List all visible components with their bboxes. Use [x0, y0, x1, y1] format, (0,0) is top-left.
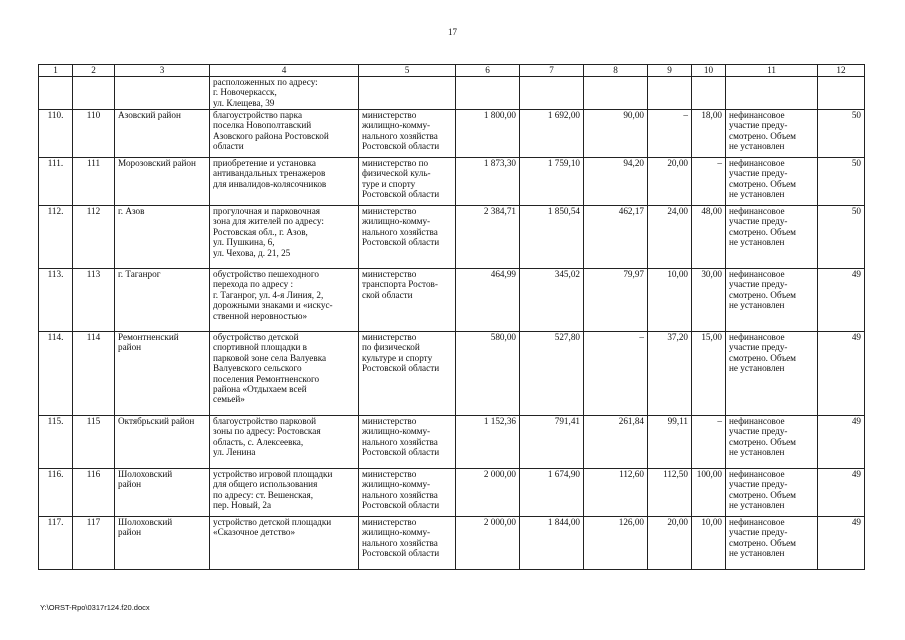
- address-cell: расположенных по адресу: г. Новочеркасск, ул. Клещева, 39: [210, 77, 359, 110]
- district-cell: г. Азов: [115, 206, 210, 269]
- project-cell: прогулочная и парковочная зона для жителей по адресу: Ростовская обл., г. Азов, ул. Пушкина, 6, ул. Чехова, д. 21, 25: [210, 206, 359, 269]
- table-row: [39, 469, 865, 517]
- local-budget-cell: 94,20: [584, 158, 648, 206]
- score-cell: 49: [818, 469, 865, 517]
- population-funding-cell: –: [692, 416, 726, 469]
- district-cell: Октябрьский район: [115, 416, 210, 469]
- project-cell: устройство детской площадки «Сказочное детство»: [210, 517, 359, 570]
- local-budget-cell: 261,84: [584, 416, 648, 469]
- regional-budget-cell: 791,41: [520, 416, 584, 469]
- regional-budget-cell: 527,80: [520, 332, 584, 416]
- regional-budget-cell: 345,02: [520, 269, 584, 332]
- population-funding-cell: 100,00: [692, 469, 726, 517]
- table-cell: [520, 77, 584, 110]
- column-header: 12: [818, 65, 865, 77]
- total-cell: 580,00: [456, 332, 520, 416]
- regional-budget-cell: 1 674,90: [520, 469, 584, 517]
- total-cell: 2 000,00: [456, 469, 520, 517]
- item-number-cell: 111: [73, 158, 115, 206]
- district-cell: Ремонтненский район: [115, 332, 210, 416]
- column-header: 6: [456, 65, 520, 77]
- total-cell: 2 384,71: [456, 206, 520, 269]
- table-cell: [456, 77, 520, 110]
- score-cell: 49: [818, 517, 865, 570]
- column-header: 4: [210, 65, 359, 77]
- item-number-cell: 112: [73, 206, 115, 269]
- row-number-cell: 110.: [39, 110, 73, 158]
- participation-cell: нефинансовое участие преду- смотрено. Объем не установлен: [726, 332, 818, 416]
- local-budget-cell: 79,97: [584, 269, 648, 332]
- table-row: [39, 158, 865, 206]
- column-header: 11: [726, 65, 818, 77]
- district-cell: Шолоховский район: [115, 517, 210, 570]
- district-cell: Азовский район: [115, 110, 210, 158]
- local-budget-cell: –: [584, 332, 648, 416]
- table-cell: [115, 77, 210, 110]
- row-number-cell: 113.: [39, 269, 73, 332]
- extra-funding-cell: 20,00: [648, 517, 692, 570]
- table-cell: [818, 77, 865, 110]
- project-cell: обустройство детской спортивной площадки в парковой зоне села Валуевка Валуевского сельского поселения Ремонтненского района «Отдыхаем всей семьей»: [210, 332, 359, 416]
- local-budget-cell: 462,17: [584, 206, 648, 269]
- score-cell: 49: [818, 269, 865, 332]
- item-number-cell: 113: [73, 269, 115, 332]
- extra-funding-cell: 99,11: [648, 416, 692, 469]
- item-number-cell: 110: [73, 110, 115, 158]
- score-cell: 50: [818, 110, 865, 158]
- column-header: 9: [648, 65, 692, 77]
- ministry-cell: министерство жилищно-комму- нального хозяйства Ростовской области: [359, 517, 456, 570]
- table-cell: [359, 77, 456, 110]
- extra-funding-cell: 10,00: [648, 269, 692, 332]
- extra-funding-cell: 24,00: [648, 206, 692, 269]
- participation-cell: нефинансовое участие преду- смотрено. Объем не установлен: [726, 469, 818, 517]
- continuation-row: [39, 77, 865, 110]
- table-cell: [73, 77, 115, 110]
- column-header: 8: [584, 65, 648, 77]
- regional-budget-cell: 1 850,54: [520, 206, 584, 269]
- extra-funding-cell: 37,20: [648, 332, 692, 416]
- project-cell: благоустройство парка поселка Новополтавский Азовского района Ростовской области: [210, 110, 359, 158]
- total-cell: 1 152,36: [456, 416, 520, 469]
- ministry-cell: министерство по физической куль- туре и спорту Ростовской области: [359, 158, 456, 206]
- district-cell: Морозовский район: [115, 158, 210, 206]
- table-row: [39, 206, 865, 269]
- total-cell: 464,99: [456, 269, 520, 332]
- population-funding-cell: –: [692, 158, 726, 206]
- table-row: [39, 517, 865, 570]
- local-budget-cell: 90,00: [584, 110, 648, 158]
- table-cell: [648, 77, 692, 110]
- total-cell: 2 000,00: [456, 517, 520, 570]
- ministry-cell: министерство жилищно-комму- нального хозяйства Ростовской области: [359, 469, 456, 517]
- item-number-cell: 114: [73, 332, 115, 416]
- participation-cell: нефинансовое участие преду- смотрено. Объем не установлен: [726, 517, 818, 570]
- extra-funding-cell: 20,00: [648, 158, 692, 206]
- table-row: [39, 416, 865, 469]
- table-cell: [584, 77, 648, 110]
- column-header: 2: [73, 65, 115, 77]
- total-cell: 1 800,00: [456, 110, 520, 158]
- population-funding-cell: 48,00: [692, 206, 726, 269]
- column-header: 1: [39, 65, 73, 77]
- score-cell: 50: [818, 206, 865, 269]
- row-number-cell: 115.: [39, 416, 73, 469]
- participation-cell: нефинансовое участие преду- смотрено. Объем не установлен: [726, 110, 818, 158]
- project-cell: благоустройство парковой зоны по адресу: Ростовская область, с. Алексеевка, ул. Ленина: [210, 416, 359, 469]
- item-number-cell: 117: [73, 517, 115, 570]
- local-budget-cell: 112,60: [584, 469, 648, 517]
- document-path: Y:\ORST-Rpo\0317r124.f20.docx: [40, 603, 150, 612]
- regional-budget-cell: 1 759,10: [520, 158, 584, 206]
- ministry-cell: министерство транспорта Ростов- ской области: [359, 269, 456, 332]
- participation-cell: нефинансовое участие преду- смотрено. Объем не установлен: [726, 269, 818, 332]
- population-funding-cell: 18,00: [692, 110, 726, 158]
- extra-funding-cell: –: [648, 110, 692, 158]
- page-number: 17: [448, 27, 457, 37]
- row-number-cell: 112.: [39, 206, 73, 269]
- participation-cell: нефинансовое участие преду- смотрено. Объем не установлен: [726, 158, 818, 206]
- ministry-cell: министерство жилищно-комму- нального хозяйства Ростовской области: [359, 416, 456, 469]
- column-number-row: [39, 65, 865, 77]
- column-header: 3: [115, 65, 210, 77]
- projects-table: [38, 64, 865, 570]
- ministry-cell: министерство по физической культуре и спорту Ростовской области: [359, 332, 456, 416]
- row-number-cell: 111.: [39, 158, 73, 206]
- row-number-cell: 116.: [39, 469, 73, 517]
- regional-budget-cell: 1 844,00: [520, 517, 584, 570]
- extra-funding-cell: 112,50: [648, 469, 692, 517]
- item-number-cell: 116: [73, 469, 115, 517]
- table-cell: [726, 77, 818, 110]
- score-cell: 49: [818, 416, 865, 469]
- table-row: [39, 269, 865, 332]
- participation-cell: нефинансовое участие преду- смотрено. Объем не установлен: [726, 206, 818, 269]
- total-cell: 1 873,30: [456, 158, 520, 206]
- participation-cell: нефинансовое участие преду- смотрено. Объем не установлен: [726, 416, 818, 469]
- population-funding-cell: 10,00: [692, 517, 726, 570]
- column-header: 10: [692, 65, 726, 77]
- score-cell: 49: [818, 332, 865, 416]
- population-funding-cell: 30,00: [692, 269, 726, 332]
- column-header: 7: [520, 65, 584, 77]
- population-funding-cell: 15,00: [692, 332, 726, 416]
- row-number-cell: 117.: [39, 517, 73, 570]
- ministry-cell: министерство жилищно-комму- нального хозяйства Ростовской области: [359, 110, 456, 158]
- district-cell: Шолоховский район: [115, 469, 210, 517]
- district-cell: г. Таганрог: [115, 269, 210, 332]
- score-cell: 50: [818, 158, 865, 206]
- table-row: [39, 110, 865, 158]
- project-cell: устройство игровой площадки для общего использования по адресу: ст. Вешенская, пер. Новый, 2а: [210, 469, 359, 517]
- item-number-cell: 115: [73, 416, 115, 469]
- project-cell: обустройство пешеходного перехода по адресу : г. Таганрог, ул. 4-я Линия, 2, дорожными знаками и «искус- ственной неровностью»: [210, 269, 359, 332]
- local-budget-cell: 126,00: [584, 517, 648, 570]
- table-cell: [692, 77, 726, 110]
- project-cell: приобретение и установка антивандальных тренажеров для инвалидов-колясочников: [210, 158, 359, 206]
- ministry-cell: министерство жилищно-комму- нального хозяйства Ростовской области: [359, 206, 456, 269]
- column-header: 5: [359, 65, 456, 77]
- table-row: [39, 332, 865, 416]
- table-cell: [39, 77, 73, 110]
- regional-budget-cell: 1 692,00: [520, 110, 584, 158]
- row-number-cell: 114.: [39, 332, 73, 416]
